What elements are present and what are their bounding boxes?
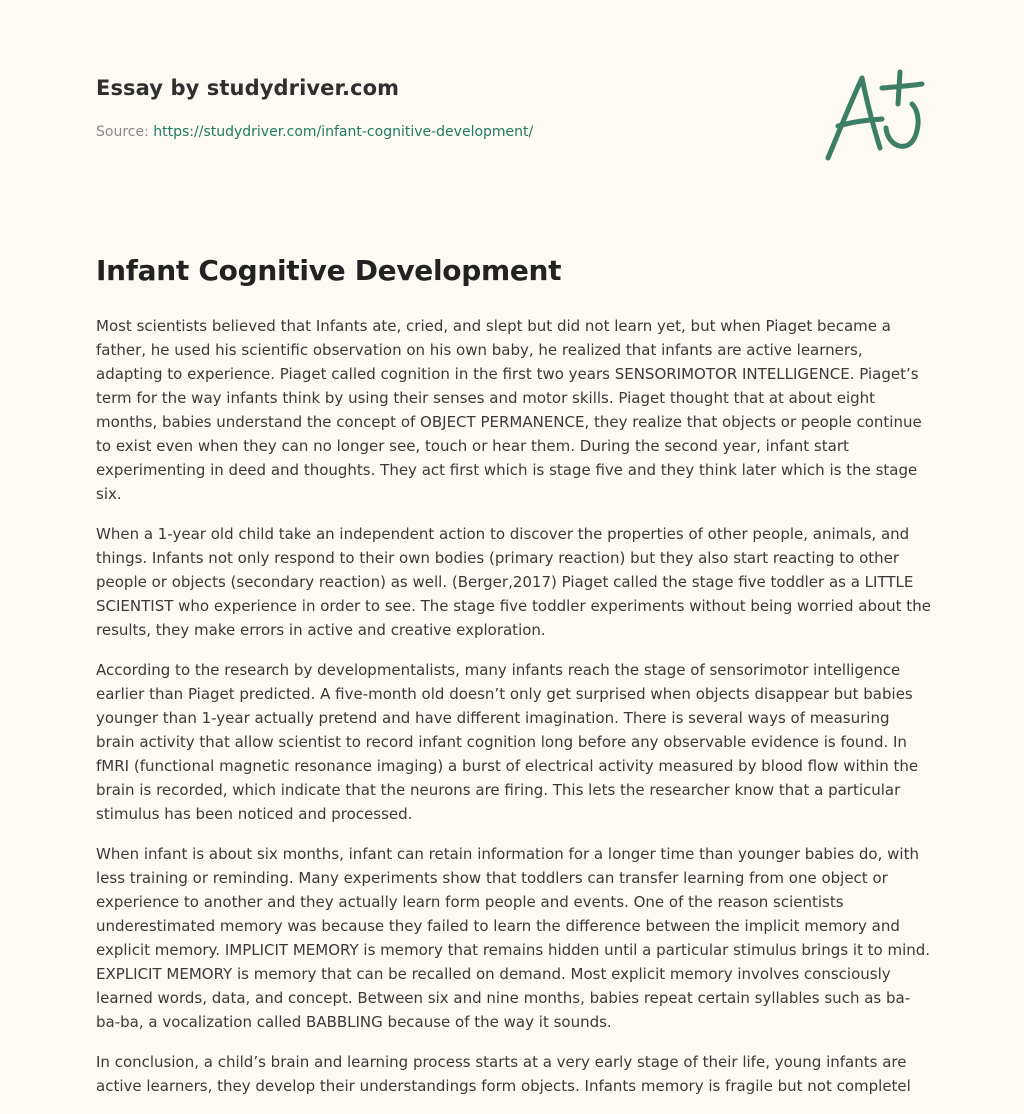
page-title: Infant Cognitive Development (96, 254, 562, 287)
paragraph: Most scientists believed that Infants ate, cried, and slept but did not learn yet, but when Piaget became a father, he used his scientific observation on his own baby, he realized that infants are active learners, adapting to experience. Piaget called cognition in the first two years SENSORIMOTOR INTELLIGENCE. Piaget’s term for the way infants think by using their senses and motor skills. Piaget thought that at about eight months, babies understand the concept of OBJECT PERMANENCE, they realize that objects or people continue to exist even when they can no longer see, touch or hear them. During the second year, infant start experimenting in deed and thoughts. They act first which is stage five and they think later which is the stage six. (96, 317, 922, 503)
source-label: Source: (96, 124, 149, 140)
essay-body (96, 314, 932, 1114)
paragraph: When a 1-year old child take an independent action to discover the properties of other people, animals, and things. Infants not only respond to their own bodies (primary reaction) but they also start reacting to other people or objects (secondary reaction) as well. (Berger,2017) Piaget called the stage five toddler as a LITTLE SCIENTIST who experience in order to see. The stage five toddler experiments without being worried about the results, they make errors in active and creative exploration. (96, 525, 931, 639)
paragraph: When infant is about six months, infant can retain information for a longer time than younger babies do, with less training or reminding. Many experiments show that toddlers can transfer learning from one object or experience to another and they actually learn form people and events. One of the reason scientists underestimated memory was because they failed to learn the difference between the implicit memory and explicit memory. IMPLICIT MEMORY is memory that remains hidden until a particular stimulus brings it to mind. EXPLICIT MEMORY is memory that can be recalled on demand. Most explicit memory involves consciously learned words, data, and concept. Between six and nine months, babies repeat certain syllables such as ba-ba-ba, a vocalization called BABBLING because of the way it sounds. (96, 845, 931, 1031)
source-link[interactable]: https://studydriver.com/infant-cognitive-development/ (153, 124, 534, 140)
paragraph: In conclusion, a child’s brain and learning process starts at a very early stage of their life, young infants are active learners, they develop their understandings form objects. Infants memory is fragile but not completel (96, 1053, 911, 1095)
essay-brand-heading: Essay by studydriver.com (96, 76, 400, 100)
source-line (96, 124, 533, 140)
a-plus-logo-icon (818, 64, 930, 168)
paragraph: According to the research by developmentalists, many infants reach the stage of sensorimotor intelligence earlier than Piaget predicted. A five-month old doesn’t only get surprised when objects disappear but babies younger than 1-year actually pretend and have different imagination. There is several ways of measuring brain activity that allow scientist to record infant cognition long before any observable evidence is found. In fMRI (functional magnetic resonance imaging) a burst of electrical activity measured by blood flow within the brain is recorded, which indicate that the neurons are firing. This lets the researcher know that a particular stimulus has been noticed and processed. (96, 661, 919, 823)
